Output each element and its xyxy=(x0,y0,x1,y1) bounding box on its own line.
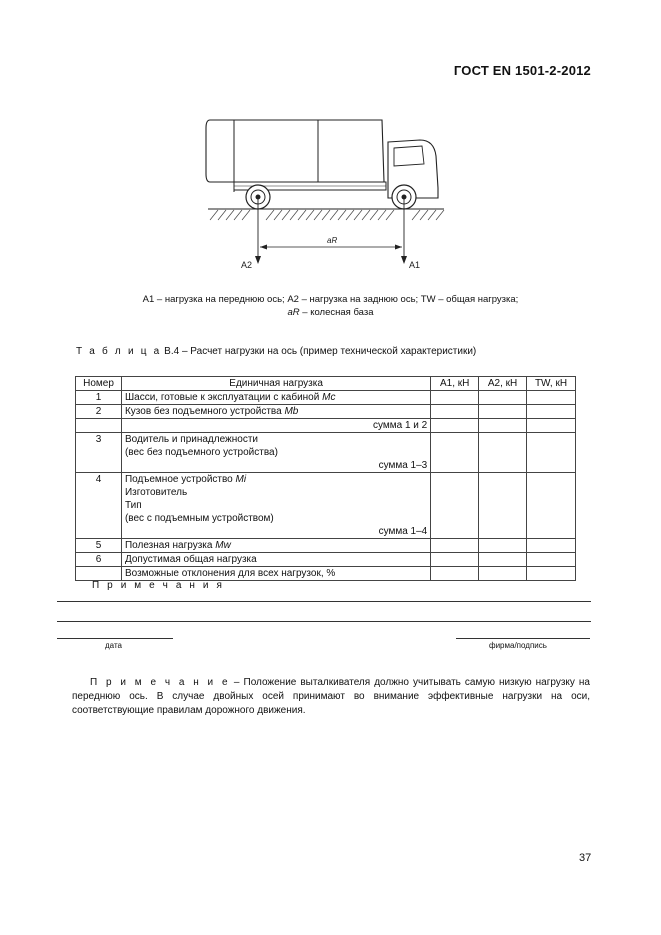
signature-line xyxy=(456,638,590,639)
table-row: 5 Полезная нагрузка Mw xyxy=(76,539,576,553)
header-number: Номер xyxy=(76,377,122,391)
table-row: 2 Кузов без подъемного устройства Mb xyxy=(76,405,576,419)
table-row: 1 Шасси, готовые к эксплуатации с кабиной Mc xyxy=(76,391,576,405)
table-row: 3 Водитель и принадлежности (вес без подъемного устройства) сумма 1–3 xyxy=(76,433,576,473)
header-unit-load: Единичная нагрузка xyxy=(121,377,430,391)
page-number: 37 xyxy=(579,852,592,864)
truck-body xyxy=(206,120,384,182)
table-row: Возможные отклонения для всех нагрузок, % xyxy=(76,567,576,581)
note-paragraph: П р и м е ч а н и е – Положение выталкивателя должно учитывать самую низкую нагрузку на переднюю ось. В случае двойных осей принимают во внимание эффективные нагрузки на оси, соответствующие правилам дорожного движения. xyxy=(72,677,590,716)
axle-load-table xyxy=(75,376,576,581)
header-a2: A2, кН xyxy=(479,377,527,391)
figure-legend-line1: A1 – нагрузка на переднюю ось; A2 – нагрузка на заднюю ось; TW – общая нагрузка; xyxy=(142,294,519,305)
document-header: ГОСТ EN 1501-2-2012 xyxy=(453,63,591,78)
label-a2: A2 xyxy=(241,260,253,270)
notes-title: П р и м е ч а н и я xyxy=(92,580,225,591)
figure-legend-line2: aR – колесная база xyxy=(287,307,374,318)
header-tw: TW, кН xyxy=(527,377,576,391)
date-caption: дата xyxy=(105,641,122,650)
truck-axle-diagram xyxy=(196,112,448,272)
signature-caption: фирма/подпись xyxy=(489,641,547,650)
notes-line xyxy=(57,601,591,602)
label-ar: aR xyxy=(327,236,338,245)
header-a1: A1, кН xyxy=(431,377,479,391)
table-caption: Т а б л и ц а В.4 – Расчет нагрузки на ось (пример технической характеристики) xyxy=(76,346,477,357)
table-row: сумма 1 и 2 xyxy=(76,419,576,433)
notes-line xyxy=(57,621,591,622)
table-row: 4 Подъемное устройство Mi Изготовитель Тип (вес с подъемным устройством) сумма 1–4 xyxy=(76,473,576,539)
legend-ar-symbol: aR xyxy=(287,307,300,318)
date-line xyxy=(57,638,173,639)
label-a1: A1 xyxy=(409,260,421,270)
table-row: 6 Допустимая общая нагрузка xyxy=(76,553,576,567)
table-header-row xyxy=(76,377,576,391)
